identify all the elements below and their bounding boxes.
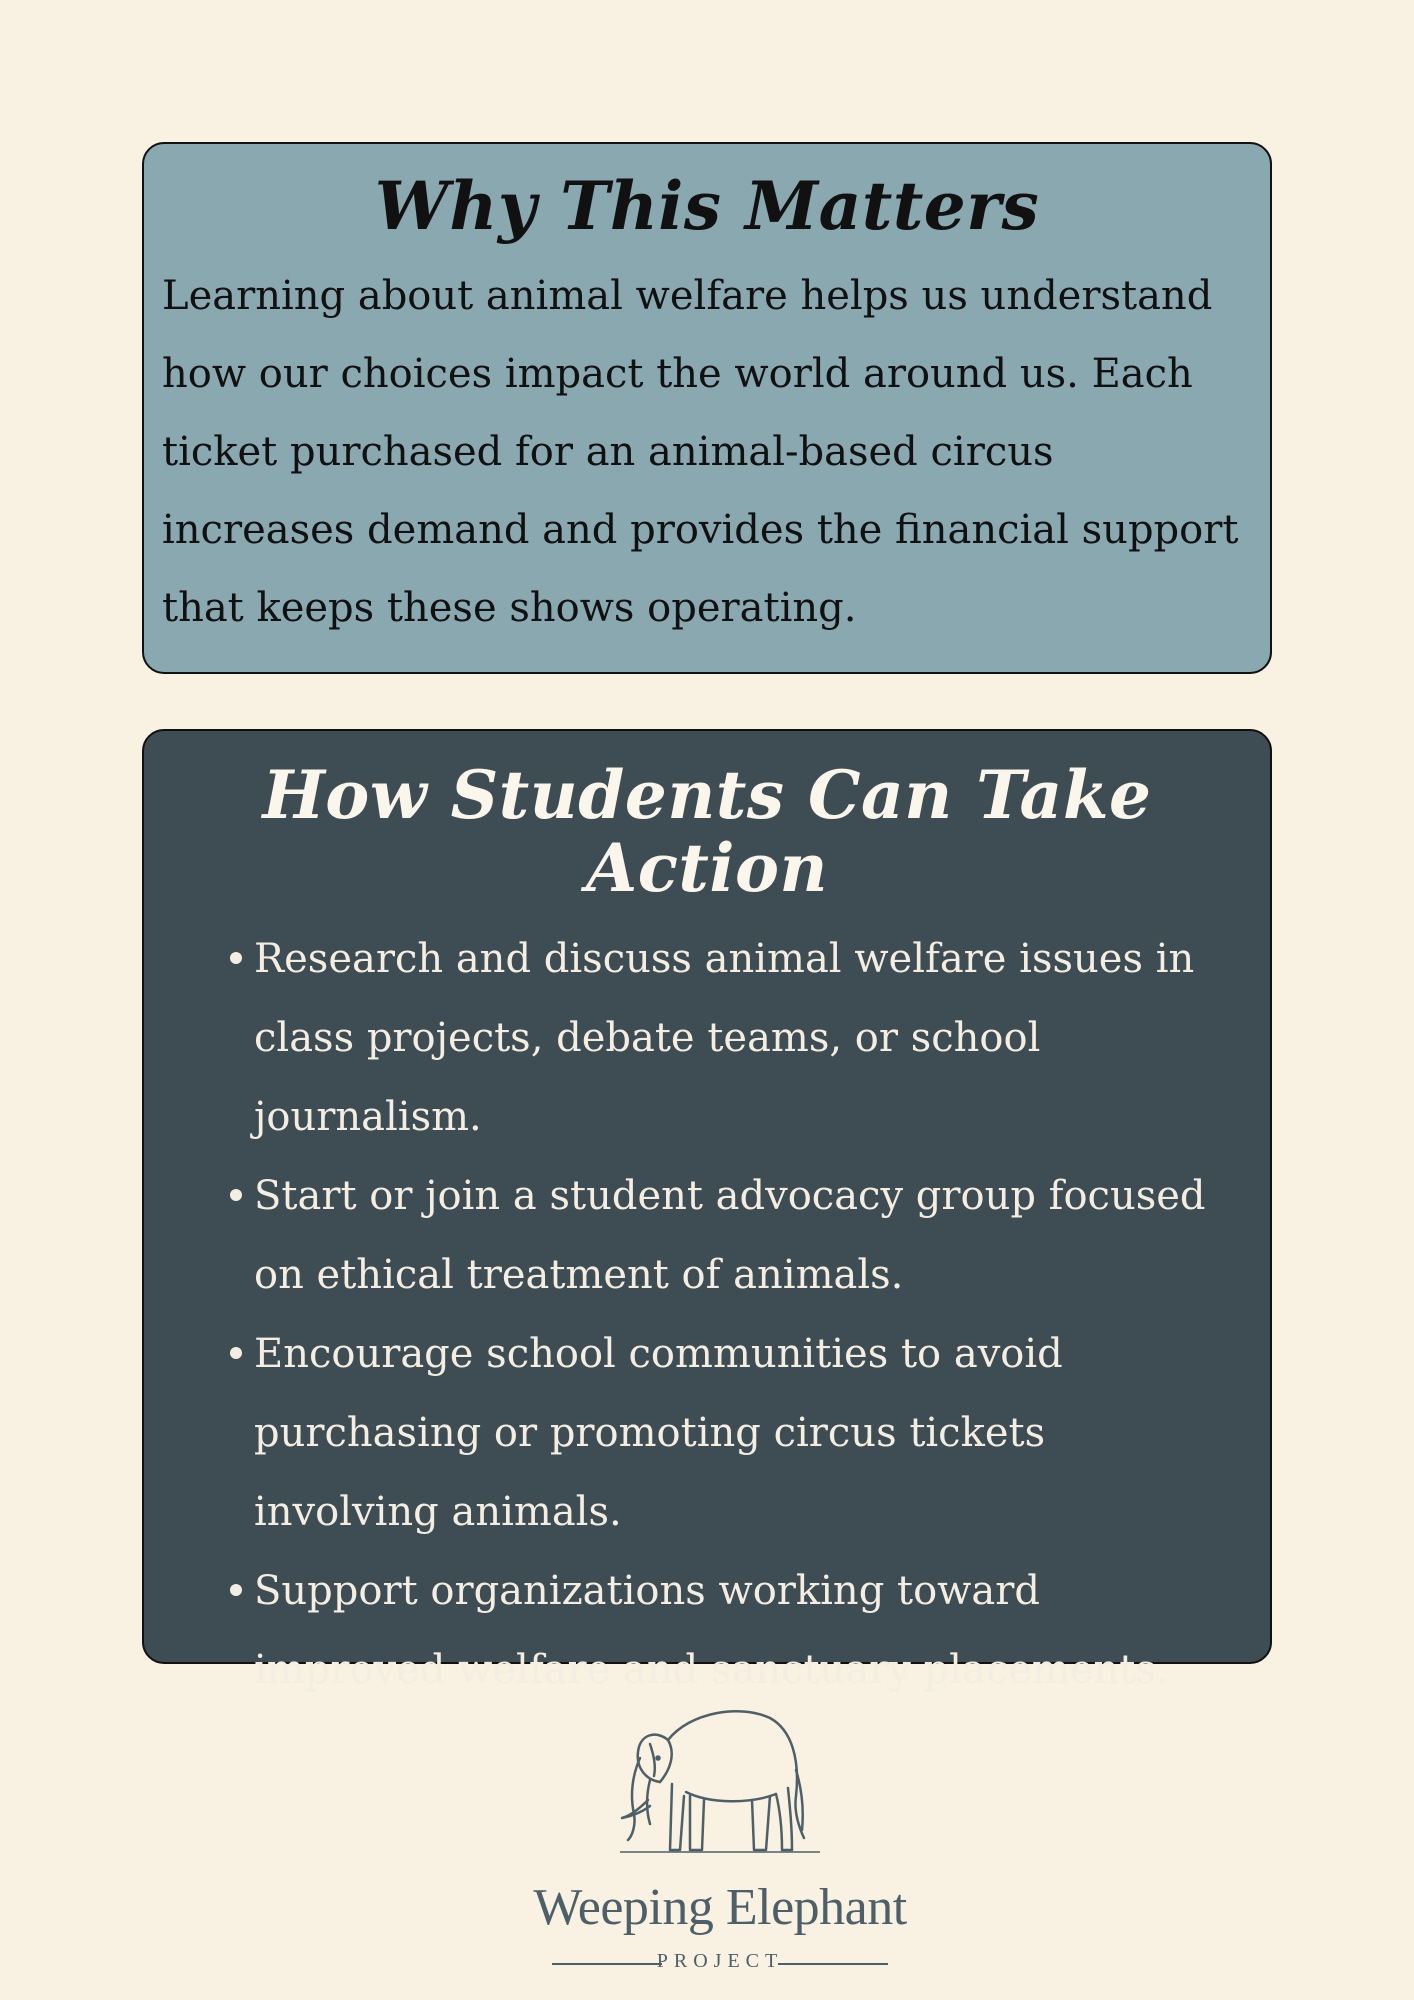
- elephant-icon: [620, 1700, 820, 1870]
- take-action-card: [142, 729, 1272, 1694]
- list-item: [174, 920, 1240, 1157]
- bullet-icon: [230, 1584, 242, 1596]
- action-list: [174, 920, 1240, 1710]
- list-item-text: Support organizations working toward improved welfare and sanctuary placements.: [254, 1568, 1169, 1694]
- bullet-icon: [230, 1189, 242, 1201]
- why-this-matters-body: Learning about animal welfare helps us understand how our choices impact the world around us. Each ticket purchased for an animal-based circus increases demand and provides the financial support that keeps these shows operating.: [162, 272, 1239, 631]
- list-item-text: Start or join a student advocacy group focused on ethical treatment of animals.: [254, 1173, 1206, 1299]
- list-item: [174, 1315, 1240, 1552]
- list-item-text: Research and discuss animal welfare issues in class projects, debate teams, or school journalism.: [254, 936, 1195, 1141]
- why-this-matters-title: Why This Matters: [374, 167, 1040, 245]
- take-action-title: How Students Can Take Action: [262, 756, 1152, 907]
- list-item: [174, 1552, 1240, 1710]
- weeping-elephant-logo: [530, 1700, 910, 1980]
- list-item-text: Encourage school communities to avoid purchasing or promoting circus tickets involving animals.: [254, 1331, 1063, 1536]
- bullet-icon: [230, 1347, 242, 1359]
- logo-subtitle-row: [552, 1950, 888, 1976]
- logo-subtitle: PROJECT: [656, 1950, 784, 1972]
- why-this-matters-card: [142, 142, 1272, 674]
- bullet-icon: [230, 952, 242, 964]
- list-item: [174, 1157, 1240, 1315]
- logo-name: Weeping Elephant: [533, 1879, 907, 1936]
- logo-divider-right: [778, 1963, 888, 1965]
